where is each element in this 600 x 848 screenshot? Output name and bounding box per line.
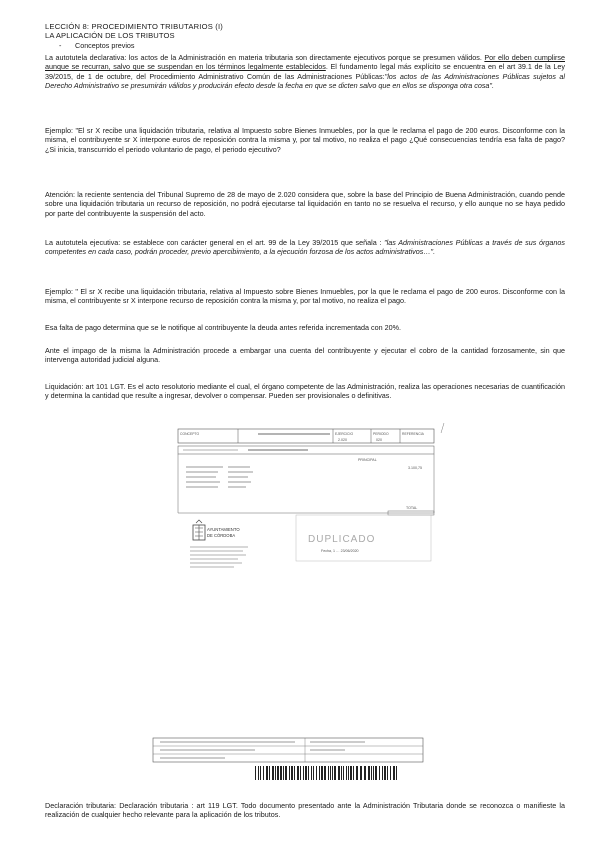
- barcode-bar: [313, 766, 314, 780]
- p1-text-c: . El fundamento legal más explícito se encuentra en el art 39.1 de la Ley 39/2015, de 1 de octubre, del Procedimiento Administrativo Común de las Administraciones Públicas:: [45, 62, 566, 81]
- paragraph-example-2: Ejemplo: " El sr X recibe una liquidación tributaria, relativa al Impuesto sobre Bienes Inmuebles, por la que le reclama el pago de 200 euros. Disconforme con la misma, el contribuyente sr X interpone recurso de reposición contra la misma y, por tal motivo, no realiza el pago.: [45, 287, 565, 306]
- paragraph-example-2b: Esa falta de pago determina que se le notifique al contribuyente la deuda antes referida incrementada con 20%.: [45, 323, 402, 332]
- barcode-bar: [330, 766, 331, 780]
- barcode-bar: [393, 766, 395, 780]
- lesson-title: LECCIÓN 8: PROCEDIMIENTO TRIBUTARIOS (I): [45, 22, 224, 31]
- barcode-bar: [371, 766, 372, 780]
- barcode-bar: [308, 766, 309, 780]
- barcode-bar: [260, 766, 261, 780]
- barcode-bar: [328, 766, 329, 780]
- barcode-bar: [373, 766, 374, 780]
- payment-barcode-image: [105, 732, 470, 784]
- barcode-bar: [356, 766, 358, 780]
- inv-ejercicio: EJERCICIO: [335, 432, 354, 436]
- barcode-bar: [277, 766, 279, 780]
- barcode-bar: [321, 766, 323, 780]
- inv-principal: PRINCIPAL: [358, 458, 377, 462]
- p1-quote: "los actos de las Administraciones Públicas sujetos al Derecho Administrativo se presumirán válidos y producirán efecto desde la fecha en que se dicten salvo que en ellos se disponga otra cosa".: [45, 71, 565, 91]
- barcode-bar: [263, 766, 264, 780]
- barcode-bar: [350, 766, 352, 780]
- barcode-bar: [269, 766, 270, 780]
- barcode-bar: [316, 766, 317, 780]
- barcode-bar: [346, 766, 347, 780]
- liquidation-document-image: [138, 403, 448, 583]
- barcode-bar: [272, 766, 274, 780]
- barcode-bar: [390, 766, 391, 780]
- p1-underlined: Por ello deben cumplirse aunque se recurran, salvo que se suspendan en los términos legalmente establecidos: [45, 53, 565, 72]
- inv-referencia: REFERENCIA: [402, 432, 424, 436]
- paragraph-declaracion-tributaria: [45, 801, 565, 820]
- p1-text-a: La autotutela declarativa: los actos de la Administración en materia tributaria son directamente ejecutivos porque se presumen válidos.: [45, 53, 485, 62]
- barcode-bar: [289, 766, 290, 780]
- barcode-bar: [375, 766, 377, 780]
- barcode-bar: [396, 766, 397, 780]
- inv-city-line1: AYUNTAMIENTO: [207, 527, 240, 532]
- inv-period-val: 020: [376, 438, 382, 442]
- barcode-svg: [105, 732, 470, 784]
- paragraph-example-1: Ejemplo: "El sr X recibe una liquidación tributaria, relativa al Impuesto sobre Bienes Inmuebles, por la que le reclama el pago de 200 euros. Disconforme con la misma, el contribuyente sr X interpone euros de reposición contra la misma y, por tal motivo, no realiza el pago ¿Qué consecuencias tendría esa falta de pago? ¿Si inicia, transcurrido el periodo voluntario de pago, el periodo ejecutivo?: [45, 126, 565, 154]
- paragraph-autotutela-ejecutiva: [45, 238, 565, 257]
- barcode-bar: [338, 766, 340, 780]
- barcode-bar: [300, 766, 301, 780]
- barcode-bar: [280, 766, 282, 780]
- barcode-bar: [368, 766, 370, 780]
- barcode-bar: [387, 766, 388, 780]
- inv-city-line2: DE CÓRDOBA: [207, 533, 236, 538]
- inv-periodo: PERIODO: [373, 432, 389, 436]
- paragraph-autotutela-declarativa: [45, 53, 565, 91]
- inv-total: TOTAL: [406, 506, 418, 510]
- p4-quote: "las Administraciones Públicas a través de sus órganos competentes en cada caso, podrán proceder, previo apercibimiento, a la ejecución forzosa de los actos administrativos…".: [45, 238, 565, 257]
- barcode-bar: [294, 766, 295, 780]
- barcode-bar: [379, 766, 380, 780]
- barcode-bar: [384, 766, 386, 780]
- invoice-header-row: [178, 429, 434, 443]
- inv-amount: 3.100,75: [408, 466, 422, 470]
- inv-dup-date: Fecha, 1 … 23/06/2020: [321, 549, 359, 553]
- barcode-bar: [382, 766, 383, 780]
- barcode-bar: [341, 766, 342, 780]
- barcode-bar: [266, 766, 268, 780]
- barcode-bar: [334, 766, 336, 780]
- paragraph-liquidacion: Liquidación: art 101 LGT. Es el acto resolutorio mediante el cual, el órgano competente de las Administración, realiza las operaciones necesarias de cuantificación y determina la cantidad que resulte a ingresar, devolver o compensar. Pueden ser provisionales o definitivas.: [45, 382, 565, 401]
- barcode-bar: [291, 766, 293, 780]
- barcode-bar: [297, 766, 299, 780]
- barcode-bar: [360, 766, 362, 780]
- paragraph-atencion: Atención: la reciente sentencia del Tribunal Supremo de 28 de mayo de 2.020 considera que, sobre la base del Principio de Buena Administración, cuando pende sobre una liquidación tributaria un recurso de reposición, no podrá ejecutarse tal liquidación en tanto no se resuelva el recurso, y ello aunque no se haya pedido por parte del contribuyente la suspensión del acto.: [45, 190, 565, 218]
- bullet-text: Conceptos previos: [75, 40, 135, 50]
- barcode-bar: [255, 766, 256, 780]
- paragraph-impago: Ante el impago de la misma la Administración procede a embargar una cuenta del contribuyente y ejecutar el cobro de la cantidad forzosamente, sin que intervenga autoridad judicial alguna.: [45, 346, 565, 365]
- barcode-bar: [353, 766, 354, 780]
- city-coat-of-arms-icon: [193, 520, 205, 540]
- document-body: [45, 22, 566, 401]
- bullet-dash: -: [59, 40, 62, 50]
- p4-text-a: La autotutela ejecutiva: se establece con carácter general en el art. 99 de la Ley 39/2015 que señala :: [45, 238, 385, 247]
- barcode-bar: [324, 766, 326, 780]
- inv-concepto: CONCEPTO: [180, 432, 200, 436]
- inv-duplicado: DUPLICADO: [308, 534, 376, 545]
- barcode-bar: [364, 766, 366, 780]
- footer-text: Declaración tributaria: Declaración tributaria : art 119 LGT. Todo documento presentado ante la Administración Tributaria donde se reconozca o manifieste la realización de cualquier hecho relevante para la aplicación de los tributos.: [45, 801, 565, 820]
- invoice-svg: [138, 403, 448, 583]
- barcode-bar: [258, 766, 259, 780]
- barcode-bar: [303, 766, 304, 780]
- inv-year: 2.020: [338, 438, 347, 442]
- barcode-bar: [311, 766, 312, 780]
- section-subtitle: LA APLICACIÓN DE LOS TRIBUTOS: [45, 31, 175, 41]
- barcode-bar: [275, 766, 276, 780]
- barcode-bar: [319, 766, 320, 780]
- barcode-bar: [332, 766, 333, 780]
- barcode-bar: [285, 766, 287, 780]
- bullet-item: [45, 41, 565, 50]
- barcode-bar: [343, 766, 344, 780]
- barcode-bars: [255, 766, 397, 780]
- barcode-bar: [348, 766, 349, 780]
- barcode-bar: [283, 766, 284, 780]
- barcode-bar: [305, 766, 307, 780]
